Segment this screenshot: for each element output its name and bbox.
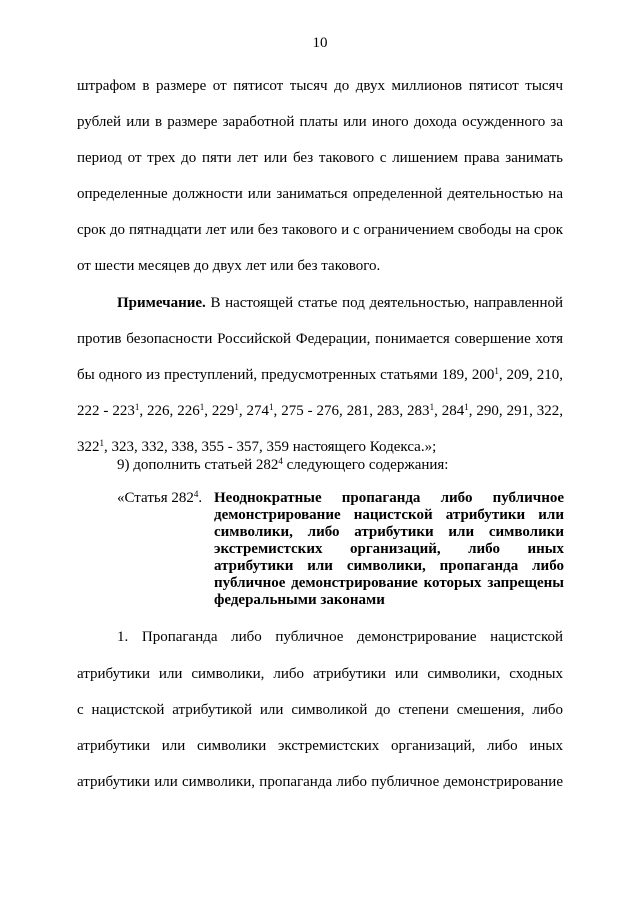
note-line [77, 402, 563, 420]
article-title-line: символики, либо атрибутики или символики [214, 524, 564, 540]
article-title-line: публичное демонстрирование которых запрещены [214, 575, 564, 591]
superscript: 1 [429, 402, 435, 412]
article-title-line: демонстрирование нацистской атрибутики или [214, 507, 564, 523]
superscript: 1 [234, 402, 239, 412]
superscript: 1 [134, 402, 140, 412]
paragraph-line: атрибутики или символики экстремистских организаций, либо иных [77, 738, 563, 754]
article-title-line: федеральными законами [214, 592, 385, 608]
paragraph-line: 1. Пропаганда либо публичное демонстрирование нацистской [117, 629, 563, 645]
text-segment: , 226, 226 [139, 403, 200, 419]
superscript: 1 [269, 402, 274, 412]
superscript: 1 [199, 402, 205, 412]
text-line: период от трех до пяти лет или без такового с лишением права занимать [77, 150, 563, 166]
paragraph-line: с нацистской атрибутикой или символикой до степени смешения, либо [77, 702, 563, 718]
amendment-line: 9) дополнить статьей $282^4$ следующего содержания: [117, 456, 449, 473]
text-segment: , 275 - 276, 281, 283, 283 [273, 403, 430, 419]
text-line: штрафом в размере от пятисот тысяч до двух миллионов пятисот тысяч [77, 78, 563, 94]
note-line: бы одного из преступлений, предусмотренных статьями 189, $200^1$, 209, 210, [77, 366, 564, 383]
superscript: 1 [464, 402, 469, 412]
page-number: 10 [312, 35, 328, 51]
note-label: Примечание. [117, 295, 206, 311]
note-line: против безопасности Российской Федерации, понимается совершение хотя [77, 331, 563, 347]
article-title-line: экстремистских организаций, либо иных [214, 541, 564, 557]
text-line: рублей или в размере заработной платы или иного дохода осужденного за [77, 114, 563, 130]
text-segment: , 284 [434, 403, 465, 419]
paragraph-line: атрибутики или символики, либо атрибутики или символики, сходных [77, 666, 563, 682]
text-segment: , 274 [238, 403, 270, 419]
note-line: $322^1$, 323, 332, 338, 355 - 357, 359 настоящего Кодекса.»; [77, 438, 437, 455]
text-line: от шести месяцев до двух лет или без такового. [77, 258, 381, 274]
article-label: «Статья $282^4$. [117, 489, 203, 506]
note-line: Примечание. В настоящей статье под деятельностью, направленной [117, 295, 563, 311]
text-segment: , 229 [204, 403, 235, 419]
text-line: срок до пятнадцати лет или без такового и с ограничением свободы на срок [77, 222, 563, 238]
article-title-line: атрибутики или символики, пропаганда либо [214, 558, 564, 574]
text-line: определенные должности или заниматься определенной деятельностью на [77, 186, 563, 202]
text-segment: , 290, 291, 322, [468, 403, 563, 419]
paragraph-line: атрибутики или символики, пропаганда либо публичное демонстрирование [77, 774, 563, 790]
text-segment: 222 - 223 [77, 403, 135, 419]
article-title-line: Неоднократные пропаганда либо публичное [214, 490, 564, 506]
